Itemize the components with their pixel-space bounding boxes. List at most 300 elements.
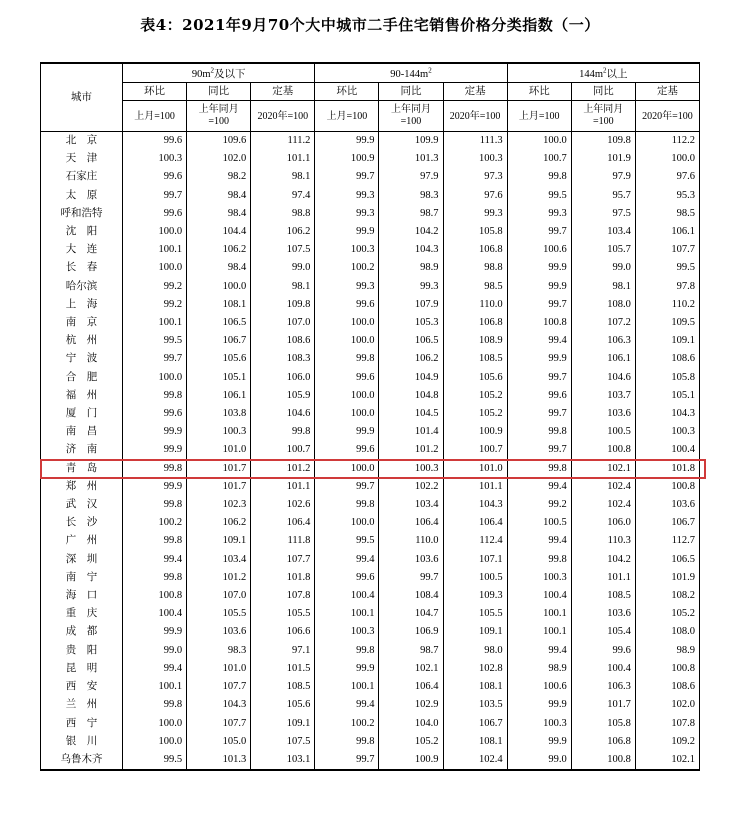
city-cell: 深 圳 bbox=[41, 551, 123, 569]
value-cell: 100.1 bbox=[315, 678, 379, 696]
value-cell: 99.8 bbox=[315, 733, 379, 751]
value-cell: 101.3 bbox=[379, 150, 443, 168]
table-row bbox=[41, 623, 700, 641]
value-cell: 99.7 bbox=[507, 369, 571, 387]
table-title: 表4：2021年9月70个大中城市二手住宅销售价格分类指数（一） bbox=[140, 16, 600, 34]
city-cell: 广 州 bbox=[41, 532, 123, 550]
value-cell: 100.0 bbox=[315, 405, 379, 423]
value-cell: 99.8 bbox=[507, 460, 571, 478]
value-cell: 109.2 bbox=[635, 733, 699, 751]
city-cell: 南 昌 bbox=[41, 423, 123, 441]
value-cell: 102.2 bbox=[379, 478, 443, 496]
table-row bbox=[41, 296, 700, 314]
value-cell: 110.0 bbox=[443, 296, 507, 314]
value-cell: 108.6 bbox=[635, 678, 699, 696]
value-cell: 110.0 bbox=[379, 532, 443, 550]
value-cell: 108.1 bbox=[443, 733, 507, 751]
value-cell: 99.8 bbox=[251, 423, 315, 441]
table-row bbox=[41, 223, 700, 241]
base-header-prev-month: 上月=100 bbox=[507, 101, 571, 132]
value-cell: 98.1 bbox=[251, 168, 315, 186]
value-cell: 98.7 bbox=[379, 642, 443, 660]
value-cell: 99.4 bbox=[123, 660, 187, 678]
value-cell: 105.6 bbox=[251, 696, 315, 714]
value-cell: 99.7 bbox=[379, 569, 443, 587]
price-index-table bbox=[40, 62, 700, 771]
city-cell: 长 春 bbox=[41, 259, 123, 277]
value-cell: 105.8 bbox=[571, 715, 635, 733]
value-cell: 106.1 bbox=[187, 387, 251, 405]
value-cell: 106.6 bbox=[251, 623, 315, 641]
value-cell: 100.0 bbox=[315, 514, 379, 532]
value-cell: 100.3 bbox=[507, 569, 571, 587]
value-cell: 102.0 bbox=[187, 150, 251, 168]
value-cell: 99.9 bbox=[123, 623, 187, 641]
value-cell: 104.6 bbox=[251, 405, 315, 423]
value-cell: 106.5 bbox=[187, 314, 251, 332]
value-cell: 100.8 bbox=[123, 587, 187, 605]
table-row bbox=[41, 496, 700, 514]
table-row bbox=[41, 205, 700, 223]
value-cell: 105.8 bbox=[635, 369, 699, 387]
value-cell: 100.0 bbox=[123, 369, 187, 387]
value-cell: 109.1 bbox=[251, 715, 315, 733]
value-cell: 103.6 bbox=[571, 405, 635, 423]
value-cell: 102.1 bbox=[571, 460, 635, 478]
value-cell: 99.2 bbox=[123, 278, 187, 296]
city-cell: 武 汉 bbox=[41, 496, 123, 514]
value-cell: 106.2 bbox=[251, 223, 315, 241]
value-cell: 102.9 bbox=[379, 696, 443, 714]
table-row bbox=[41, 441, 700, 459]
table-row bbox=[41, 314, 700, 332]
value-cell: 99.9 bbox=[507, 278, 571, 296]
value-cell: 105.6 bbox=[187, 350, 251, 368]
base-header-prev-month: 上月=100 bbox=[123, 101, 187, 132]
value-cell: 99.7 bbox=[123, 350, 187, 368]
value-cell: 98.8 bbox=[443, 259, 507, 277]
value-cell: 103.4 bbox=[379, 496, 443, 514]
city-cell: 成 都 bbox=[41, 623, 123, 641]
value-cell: 106.5 bbox=[635, 551, 699, 569]
value-cell: 106.4 bbox=[251, 514, 315, 532]
value-cell: 98.8 bbox=[251, 205, 315, 223]
value-cell: 108.1 bbox=[443, 678, 507, 696]
value-cell: 98.3 bbox=[379, 187, 443, 205]
value-cell: 100.0 bbox=[315, 460, 379, 478]
value-cell: 99.0 bbox=[571, 259, 635, 277]
value-cell: 108.0 bbox=[571, 296, 635, 314]
value-cell: 108.1 bbox=[187, 296, 251, 314]
sub-header-yoy: 同比 bbox=[187, 83, 251, 101]
value-cell: 103.6 bbox=[187, 623, 251, 641]
value-cell: 107.7 bbox=[251, 551, 315, 569]
value-cell: 98.4 bbox=[187, 187, 251, 205]
value-cell: 112.4 bbox=[443, 532, 507, 550]
value-cell: 101.3 bbox=[187, 751, 251, 770]
value-cell: 102.4 bbox=[571, 478, 635, 496]
value-cell: 100.0 bbox=[123, 223, 187, 241]
value-cell: 99.6 bbox=[123, 205, 187, 223]
value-cell: 110.2 bbox=[635, 296, 699, 314]
value-cell: 102.4 bbox=[571, 496, 635, 514]
value-cell: 99.9 bbox=[123, 423, 187, 441]
value-cell: 99.9 bbox=[315, 223, 379, 241]
value-cell: 102.1 bbox=[379, 660, 443, 678]
value-cell: 107.0 bbox=[187, 587, 251, 605]
value-cell: 100.3 bbox=[187, 423, 251, 441]
sub-header-yoy: 同比 bbox=[379, 83, 443, 101]
value-cell: 100.0 bbox=[187, 278, 251, 296]
value-cell: 106.8 bbox=[571, 733, 635, 751]
value-cell: 108.5 bbox=[251, 678, 315, 696]
value-cell: 100.4 bbox=[315, 587, 379, 605]
value-cell: 108.5 bbox=[571, 587, 635, 605]
value-cell: 95.3 bbox=[635, 187, 699, 205]
value-cell: 99.7 bbox=[507, 223, 571, 241]
value-cell: 107.7 bbox=[187, 715, 251, 733]
value-cell: 105.6 bbox=[443, 369, 507, 387]
value-cell: 106.4 bbox=[379, 678, 443, 696]
value-cell: 99.8 bbox=[123, 460, 187, 478]
value-cell: 100.5 bbox=[507, 514, 571, 532]
value-cell: 111.3 bbox=[443, 132, 507, 151]
value-cell: 100.1 bbox=[507, 623, 571, 641]
value-cell: 100.3 bbox=[443, 150, 507, 168]
value-cell: 99.5 bbox=[635, 259, 699, 277]
table-row bbox=[41, 514, 700, 532]
city-cell: 贵 阳 bbox=[41, 642, 123, 660]
value-cell: 107.9 bbox=[379, 296, 443, 314]
value-cell: 100.4 bbox=[507, 587, 571, 605]
value-cell: 99.7 bbox=[507, 405, 571, 423]
value-cell: 99.0 bbox=[507, 751, 571, 770]
table-row bbox=[41, 350, 700, 368]
value-cell: 105.3 bbox=[379, 314, 443, 332]
table-row bbox=[41, 278, 700, 296]
sub-header-yoy: 同比 bbox=[571, 83, 635, 101]
city-cell: 兰 州 bbox=[41, 696, 123, 714]
city-cell: 昆 明 bbox=[41, 660, 123, 678]
city-cell: 大 连 bbox=[41, 241, 123, 259]
city-cell: 杭 州 bbox=[41, 332, 123, 350]
value-cell: 99.8 bbox=[507, 168, 571, 186]
value-cell: 100.3 bbox=[635, 423, 699, 441]
value-cell: 109.1 bbox=[443, 623, 507, 641]
base-header-2020: 2020年=100 bbox=[251, 101, 315, 132]
value-cell: 106.8 bbox=[443, 241, 507, 259]
value-cell: 99.3 bbox=[443, 205, 507, 223]
value-cell: 107.7 bbox=[187, 678, 251, 696]
sub-header-fixed: 定基 bbox=[251, 83, 315, 101]
value-cell: 99.5 bbox=[123, 751, 187, 770]
value-cell: 104.6 bbox=[571, 369, 635, 387]
value-cell: 99.8 bbox=[315, 496, 379, 514]
value-cell: 100.9 bbox=[443, 423, 507, 441]
value-cell: 98.7 bbox=[379, 205, 443, 223]
city-cell: 福 州 bbox=[41, 387, 123, 405]
value-cell: 100.1 bbox=[123, 314, 187, 332]
table-row bbox=[41, 696, 700, 714]
value-cell: 107.2 bbox=[571, 314, 635, 332]
value-cell: 108.5 bbox=[443, 350, 507, 368]
city-cell: 青 岛 bbox=[41, 460, 123, 478]
value-cell: 102.4 bbox=[443, 751, 507, 770]
table-row bbox=[41, 405, 700, 423]
city-cell: 重 庆 bbox=[41, 605, 123, 623]
value-cell: 99.8 bbox=[123, 696, 187, 714]
value-cell: 107.8 bbox=[251, 587, 315, 605]
value-cell: 109.9 bbox=[379, 132, 443, 151]
table-row bbox=[41, 715, 700, 733]
value-cell: 98.4 bbox=[187, 259, 251, 277]
value-cell: 101.7 bbox=[187, 460, 251, 478]
value-cell: 99.6 bbox=[315, 441, 379, 459]
value-cell: 101.5 bbox=[251, 660, 315, 678]
value-cell: 100.5 bbox=[443, 569, 507, 587]
table-row bbox=[41, 423, 700, 441]
value-cell: 103.4 bbox=[571, 223, 635, 241]
value-cell: 109.8 bbox=[251, 296, 315, 314]
base-header-2020: 2020年=100 bbox=[635, 101, 699, 132]
value-cell: 108.6 bbox=[251, 332, 315, 350]
value-cell: 100.3 bbox=[315, 241, 379, 259]
value-cell: 105.5 bbox=[187, 605, 251, 623]
value-cell: 100.8 bbox=[635, 660, 699, 678]
value-cell: 99.6 bbox=[571, 642, 635, 660]
sub-header-fixed: 定基 bbox=[635, 83, 699, 101]
value-cell: 112.7 bbox=[635, 532, 699, 550]
value-cell: 106.4 bbox=[443, 514, 507, 532]
value-cell: 107.5 bbox=[251, 241, 315, 259]
city-cell: 郑 州 bbox=[41, 478, 123, 496]
value-cell: 99.2 bbox=[123, 296, 187, 314]
city-cell: 济 南 bbox=[41, 441, 123, 459]
value-cell: 100.7 bbox=[507, 150, 571, 168]
value-cell: 101.9 bbox=[635, 569, 699, 587]
value-cell: 106.2 bbox=[187, 241, 251, 259]
value-cell: 100.0 bbox=[507, 132, 571, 151]
city-cell: 呼和浩特 bbox=[41, 205, 123, 223]
value-cell: 98.5 bbox=[635, 205, 699, 223]
value-cell: 112.2 bbox=[635, 132, 699, 151]
city-cell: 哈尔滨 bbox=[41, 278, 123, 296]
value-cell: 106.7 bbox=[635, 514, 699, 532]
table-row bbox=[41, 132, 700, 151]
value-cell: 104.0 bbox=[379, 715, 443, 733]
value-cell: 99.6 bbox=[315, 369, 379, 387]
value-cell: 99.9 bbox=[507, 696, 571, 714]
value-cell: 99.9 bbox=[507, 259, 571, 277]
value-cell: 99.6 bbox=[507, 387, 571, 405]
value-cell: 98.9 bbox=[635, 642, 699, 660]
city-cell: 西 宁 bbox=[41, 715, 123, 733]
value-cell: 98.1 bbox=[571, 278, 635, 296]
value-cell: 99.8 bbox=[315, 350, 379, 368]
value-cell: 104.2 bbox=[571, 551, 635, 569]
value-cell: 108.3 bbox=[251, 350, 315, 368]
value-cell: 102.0 bbox=[635, 696, 699, 714]
value-cell: 99.8 bbox=[123, 496, 187, 514]
value-cell: 99.9 bbox=[315, 423, 379, 441]
value-cell: 98.2 bbox=[187, 168, 251, 186]
value-cell: 101.2 bbox=[251, 460, 315, 478]
city-cell: 南 宁 bbox=[41, 569, 123, 587]
value-cell: 99.3 bbox=[315, 278, 379, 296]
value-cell: 99.9 bbox=[315, 660, 379, 678]
value-cell: 111.8 bbox=[251, 532, 315, 550]
value-cell: 99.7 bbox=[315, 478, 379, 496]
table-row bbox=[41, 569, 700, 587]
value-cell: 103.4 bbox=[187, 551, 251, 569]
group-header-medium: $90-144m^2$ bbox=[315, 63, 507, 83]
value-cell: 105.2 bbox=[379, 733, 443, 751]
city-cell: 宁 波 bbox=[41, 350, 123, 368]
table-row bbox=[41, 332, 700, 350]
base-header-2020: 2020年=100 bbox=[443, 101, 507, 132]
value-cell: 108.0 bbox=[635, 623, 699, 641]
value-cell: 99.7 bbox=[123, 187, 187, 205]
table-row bbox=[41, 751, 700, 770]
table-row bbox=[41, 587, 700, 605]
value-cell: 106.1 bbox=[635, 223, 699, 241]
value-cell: 105.1 bbox=[187, 369, 251, 387]
value-cell: 107.1 bbox=[443, 551, 507, 569]
table-row bbox=[41, 150, 700, 168]
city-cell: 天 津 bbox=[41, 150, 123, 168]
value-cell: 104.3 bbox=[379, 241, 443, 259]
value-cell: 100.1 bbox=[123, 678, 187, 696]
city-cell: 银 川 bbox=[41, 733, 123, 751]
value-cell: 101.0 bbox=[187, 660, 251, 678]
sub-header-mom: 环比 bbox=[315, 83, 379, 101]
base-header-prev-year: 上年同月=100 bbox=[379, 101, 443, 132]
value-cell: 100.4 bbox=[635, 441, 699, 459]
value-cell: 106.3 bbox=[571, 332, 635, 350]
value-cell: 99.3 bbox=[315, 187, 379, 205]
value-cell: 99.7 bbox=[315, 168, 379, 186]
value-cell: 100.3 bbox=[507, 715, 571, 733]
value-cell: 109.1 bbox=[635, 332, 699, 350]
value-cell: 99.2 bbox=[507, 496, 571, 514]
table-row bbox=[41, 660, 700, 678]
value-cell: 107.7 bbox=[635, 241, 699, 259]
price-index-table-container bbox=[40, 62, 700, 771]
value-cell: 108.9 bbox=[443, 332, 507, 350]
value-cell: 99.4 bbox=[315, 551, 379, 569]
value-cell: 99.8 bbox=[123, 387, 187, 405]
value-cell: 102.1 bbox=[635, 751, 699, 770]
city-cell: 合 肥 bbox=[41, 369, 123, 387]
value-cell: 100.4 bbox=[571, 660, 635, 678]
value-cell: 99.3 bbox=[379, 278, 443, 296]
value-cell: 104.8 bbox=[379, 387, 443, 405]
value-cell: 99.8 bbox=[315, 642, 379, 660]
value-cell: 97.1 bbox=[251, 642, 315, 660]
value-cell: 103.6 bbox=[571, 605, 635, 623]
value-cell: 105.9 bbox=[251, 387, 315, 405]
value-cell: 99.9 bbox=[507, 733, 571, 751]
value-cell: 99.6 bbox=[123, 168, 187, 186]
value-cell: 100.9 bbox=[379, 751, 443, 770]
value-cell: 108.6 bbox=[635, 350, 699, 368]
value-cell: 100.6 bbox=[507, 241, 571, 259]
value-cell: 105.2 bbox=[443, 387, 507, 405]
city-cell: 乌鲁木齐 bbox=[41, 751, 123, 770]
city-cell: 长 沙 bbox=[41, 514, 123, 532]
value-cell: 101.0 bbox=[187, 441, 251, 459]
value-cell: 104.2 bbox=[379, 223, 443, 241]
value-cell: 106.2 bbox=[379, 350, 443, 368]
value-cell: 99.4 bbox=[507, 642, 571, 660]
value-cell: 100.0 bbox=[123, 259, 187, 277]
value-cell: 105.0 bbox=[187, 733, 251, 751]
value-cell: 106.3 bbox=[571, 678, 635, 696]
city-cell: 石家庄 bbox=[41, 168, 123, 186]
value-cell: 99.4 bbox=[123, 551, 187, 569]
value-cell: 106.2 bbox=[187, 514, 251, 532]
value-cell: 99.4 bbox=[507, 332, 571, 350]
value-cell: 99.6 bbox=[123, 405, 187, 423]
value-cell: 105.7 bbox=[571, 241, 635, 259]
value-cell: 99.7 bbox=[507, 441, 571, 459]
value-cell: 100.1 bbox=[507, 605, 571, 623]
value-cell: 100.1 bbox=[123, 241, 187, 259]
value-cell: 104.3 bbox=[187, 696, 251, 714]
value-cell: 99.0 bbox=[123, 642, 187, 660]
value-cell: 99.6 bbox=[315, 296, 379, 314]
table-row bbox=[41, 369, 700, 387]
value-cell: 107.0 bbox=[251, 314, 315, 332]
value-cell: 109.3 bbox=[443, 587, 507, 605]
value-cell: 97.9 bbox=[379, 168, 443, 186]
value-cell: 97.5 bbox=[571, 205, 635, 223]
value-cell: 99.4 bbox=[507, 478, 571, 496]
city-cell: 北 京 bbox=[41, 132, 123, 151]
value-cell: 104.3 bbox=[443, 496, 507, 514]
value-cell: 99.9 bbox=[123, 441, 187, 459]
table-body bbox=[41, 132, 700, 771]
value-cell: 101.8 bbox=[635, 460, 699, 478]
value-cell: 102.8 bbox=[443, 660, 507, 678]
value-cell: 99.8 bbox=[123, 532, 187, 550]
value-cell: 100.0 bbox=[123, 715, 187, 733]
value-cell: 105.2 bbox=[635, 605, 699, 623]
table-row bbox=[41, 168, 700, 186]
value-cell: 104.7 bbox=[379, 605, 443, 623]
value-cell: 106.7 bbox=[443, 715, 507, 733]
table-row bbox=[41, 551, 700, 569]
value-cell: 100.1 bbox=[315, 605, 379, 623]
value-cell: 100.8 bbox=[571, 751, 635, 770]
value-cell: 106.5 bbox=[379, 332, 443, 350]
value-cell: 101.7 bbox=[187, 478, 251, 496]
table-row bbox=[41, 733, 700, 751]
value-cell: 99.5 bbox=[315, 532, 379, 550]
value-cell: 105.4 bbox=[571, 623, 635, 641]
value-cell: 97.6 bbox=[443, 187, 507, 205]
value-cell: 101.1 bbox=[251, 478, 315, 496]
table-row bbox=[41, 187, 700, 205]
value-cell: 100.8 bbox=[635, 478, 699, 496]
sub-header-mom: 环比 bbox=[507, 83, 571, 101]
value-cell: 99.9 bbox=[123, 478, 187, 496]
value-cell: 100.8 bbox=[571, 441, 635, 459]
city-cell: 西 安 bbox=[41, 678, 123, 696]
value-cell: 100.0 bbox=[315, 332, 379, 350]
value-cell: 104.5 bbox=[379, 405, 443, 423]
value-cell: 101.1 bbox=[443, 478, 507, 496]
